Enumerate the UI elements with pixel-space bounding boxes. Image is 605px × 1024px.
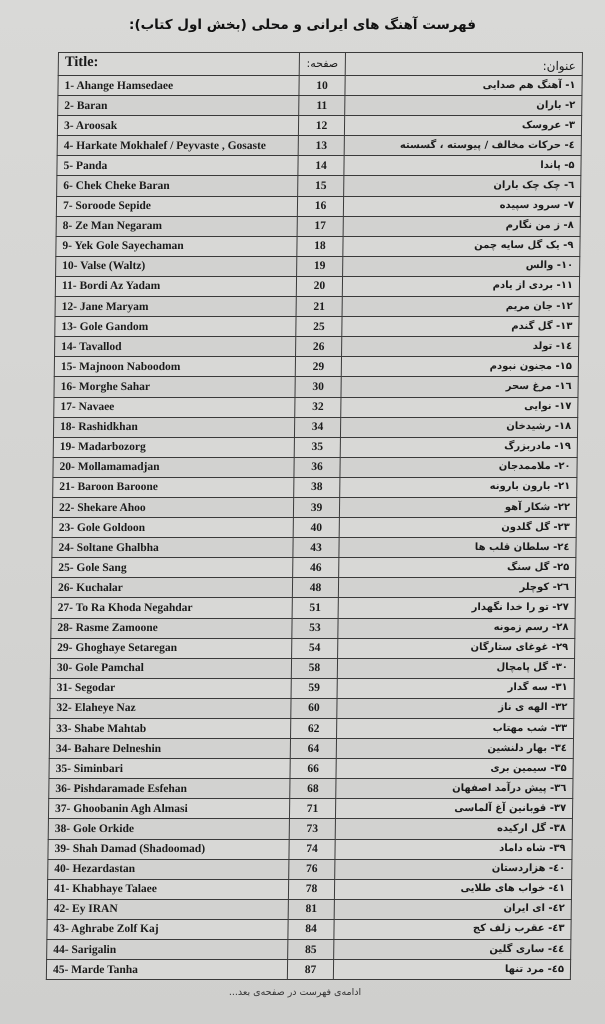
song-title-cell: 4- Harkate Mokhalef / Peyvaste , Gosaste: [57, 136, 298, 156]
table-row: [48, 819, 572, 839]
persian-title-cell: ٤- حرکات مخالف / پیوسته ، گسسته: [344, 136, 581, 156]
persian-title-cell: ۳۳- شب مهتاب: [337, 719, 574, 739]
header-persian-title: عنوان:: [345, 53, 582, 76]
song-title-cell: 26- Kuchalar: [51, 578, 292, 598]
song-title-cell: 10- Valse (Waltz): [56, 256, 297, 276]
song-title-cell: 45- Marde Tanha: [46, 960, 287, 980]
table-row: [49, 759, 573, 779]
song-title-cell: 5- Panda: [57, 156, 298, 176]
page-number-cell: 73: [289, 819, 335, 839]
persian-title-cell: ٤۵- مرد تنها: [333, 960, 570, 980]
song-title-cell: 39- Shah Damad (Shadoomad): [48, 839, 289, 859]
page-number-cell: 43: [293, 538, 339, 558]
persian-title-cell: ۳۸- گل ارکیده: [335, 819, 572, 839]
song-title-cell: 37- Ghoobanin Agh Almasi: [48, 799, 289, 819]
persian-title-cell: ۳٤- بهار دلنشین: [336, 739, 573, 759]
song-title-cell: 16- Morghe Sahar: [54, 377, 295, 397]
page-number-cell: 46: [293, 558, 339, 578]
table-row: [51, 578, 575, 598]
song-title-cell: 6- Chek Cheke Baran: [57, 176, 298, 196]
persian-title-cell: ۷- سرود سپیده: [343, 196, 580, 216]
page-number-cell: 66: [290, 759, 336, 779]
page-number-cell: 59: [291, 678, 337, 698]
page-number-cell: 15: [298, 176, 344, 196]
page-number-cell: 53: [292, 618, 338, 638]
table-row: [50, 719, 574, 739]
song-title-cell: 35- Siminbari: [49, 759, 290, 779]
page-number-cell: 38: [294, 477, 340, 497]
song-title-cell: 19- Madarbozorg: [53, 437, 294, 457]
song-title-cell: 20- Mollamamadjan: [53, 457, 294, 477]
table-row: [54, 377, 578, 397]
table-row: [46, 960, 570, 980]
song-title-cell: 33- Shabe Mahtab: [50, 719, 291, 739]
persian-title-cell: ۳۷- قوبانین آغ آلماسی: [335, 799, 572, 819]
table-row: [48, 799, 572, 819]
song-title-cell: 31- Segodar: [50, 678, 291, 698]
persian-title-cell: ۱۲- جان مریم: [342, 297, 579, 317]
page-number-cell: 30: [295, 377, 341, 397]
table-row: [57, 176, 581, 196]
page-number-cell: 10: [299, 76, 345, 96]
persian-title-cell: ۱٦- مرغ سحر: [341, 377, 578, 397]
song-title-cell: 27- To Ra Khoda Negahdar: [51, 598, 292, 618]
table-of-contents: [46, 52, 582, 980]
persian-title-cell: ۳- عروسک: [344, 116, 581, 136]
page-number-cell: 17: [297, 216, 343, 236]
song-title-cell: 7- Soroode Sepide: [56, 196, 297, 216]
table-row: [52, 538, 576, 558]
persian-title-cell: ۳۲- الهه ی ناز: [337, 698, 574, 718]
song-title-cell: 9- Yek Gole Sayechaman: [56, 236, 297, 256]
page-number-cell: 18: [297, 236, 343, 256]
continued-note: ادامه‌ی فهرست در صفحه‌ی بعد...: [228, 987, 362, 998]
persian-title-cell: ۵- پاندا: [344, 156, 581, 176]
persian-title-cell: ۲۳- گل گلدون: [339, 518, 576, 538]
table-row: [53, 417, 577, 437]
page-number-cell: 16: [297, 196, 343, 216]
page-number-cell: 36: [294, 457, 340, 477]
table-row: [52, 497, 576, 517]
persian-title-cell: ۳۵- سیمین بری: [336, 759, 573, 779]
table-row: [50, 698, 574, 718]
page-number-cell: 51: [292, 598, 338, 618]
page-number-cell: 84: [288, 919, 334, 939]
page-number-cell: 12: [298, 116, 344, 136]
table-row: [47, 919, 571, 939]
page-number-cell: 26: [296, 337, 342, 357]
page-number-cell: 48: [292, 578, 338, 598]
table-row: [57, 156, 581, 176]
page-number-cell: 25: [296, 317, 342, 337]
song-title-cell: 12- Jane Maryam: [55, 297, 296, 317]
persian-title-cell: ۳۱- سه گدار: [337, 678, 574, 698]
page-number-cell: 21: [296, 297, 342, 317]
table-row: [51, 598, 575, 618]
song-title-cell: 41- Khabhaye Talaee: [47, 879, 288, 899]
table-row: [55, 317, 579, 337]
page-number-cell: 11: [299, 96, 345, 116]
table-row: [54, 397, 578, 417]
page-number-cell: 76: [289, 859, 335, 879]
song-title-cell: 25- Gole Sang: [52, 558, 293, 578]
page-number-cell: 19: [297, 256, 343, 276]
page-number-cell: 40: [293, 518, 339, 538]
song-title-cell: 17- Navaee: [54, 397, 295, 417]
persian-title-cell: ۱٤- تولد: [342, 337, 579, 357]
table-row: [56, 236, 580, 256]
table-row: [53, 437, 577, 457]
table-row: [48, 839, 572, 859]
persian-title-cell: ۲۷- تو را خدا نگهدار: [338, 598, 575, 618]
song-title-cell: 24- Soltane Ghalbha: [52, 538, 293, 558]
table-row: [55, 337, 579, 357]
table-row: [58, 76, 582, 96]
song-title-cell: 36- Pishdaramade Esfehan: [49, 779, 290, 799]
persian-title-cell: ۱۸- رشیدخان: [340, 417, 577, 437]
persian-title-cell: ۲۸- رسم زمونه: [338, 618, 575, 638]
table-row: [52, 558, 576, 578]
table-row: [50, 658, 574, 678]
page-number-cell: 60: [291, 698, 337, 718]
table-row: [51, 638, 575, 658]
table-row: [47, 879, 571, 899]
page-number-cell: 64: [290, 739, 336, 759]
page-number-cell: 68: [290, 779, 336, 799]
persian-title-cell: ۳٦- پیش درآمد اصفهان: [336, 779, 573, 799]
persian-title-cell: ٤۱- خواب های طلایی: [334, 879, 571, 899]
song-title-cell: 30- Gole Pamchal: [50, 658, 291, 678]
song-title-cell: 1- Ahange Hamsedaee: [58, 76, 299, 96]
table-row: [53, 477, 577, 497]
page-number-cell: 74: [289, 839, 335, 859]
table-row: [57, 116, 581, 136]
header-title: Title:: [58, 53, 299, 76]
page-number-cell: 29: [295, 357, 341, 377]
song-title-cell: 18- Rashidkhan: [53, 417, 294, 437]
table-row: [58, 96, 582, 116]
table-row: [56, 216, 580, 236]
song-title-cell: 14- Tavallod: [55, 337, 296, 357]
table-row: [49, 779, 573, 799]
persian-title-cell: ۲۵- گل سنگ: [339, 558, 576, 578]
table-row: [47, 940, 571, 960]
persian-title-cell: ۲٦- کوچلر: [338, 578, 575, 598]
page-number-cell: 20: [296, 276, 342, 296]
persian-title-cell: ٤۰- هزاردستان: [335, 859, 572, 879]
persian-title-cell: ۱۰- والس: [343, 256, 580, 276]
page-number-cell: 87: [287, 960, 333, 980]
page-number-cell: 54: [292, 638, 338, 658]
persian-title-cell: ۲۱- بارون بارونه: [340, 477, 577, 497]
table-row: [47, 899, 571, 919]
persian-title-cell: ۱۹- مادربزرگ: [340, 437, 577, 457]
persian-title-cell: ۳۹- شاه داماد: [335, 839, 572, 859]
song-title-cell: 28- Rasme Zamoone: [51, 618, 292, 638]
table-row: [57, 136, 581, 156]
persian-title-cell: ۱۷- نوایی: [341, 397, 578, 417]
table-row: [56, 256, 580, 276]
page-number-cell: 62: [291, 719, 337, 739]
song-title-cell: 21- Baroon Baroone: [53, 477, 294, 497]
page-number-cell: 85: [288, 940, 334, 960]
persian-title-cell: ٤۲- ای ایران: [334, 899, 571, 919]
page-number-cell: 35: [294, 437, 340, 457]
table-row: [49, 739, 573, 759]
persian-title-cell: ۱۱- بردی از یادم: [342, 276, 579, 296]
page-number-cell: 71: [289, 799, 335, 819]
table-header-row: [58, 53, 582, 76]
page-number-cell: 78: [288, 879, 334, 899]
song-title-cell: 29- Ghoghaye Setaregan: [51, 638, 292, 658]
persian-title-cell: ۲۲- شکار آهو: [339, 497, 576, 517]
header-page: صفحه:: [299, 53, 345, 76]
song-title-cell: 2- Baran: [58, 96, 299, 116]
song-title-cell: 32- Elaheye Naz: [50, 698, 291, 718]
page-number-cell: 58: [291, 658, 337, 678]
persian-title-cell: ٤۳- عقرب زلف کج: [334, 919, 571, 939]
table-row: [55, 276, 579, 296]
song-title-cell: 34- Bahare Delneshin: [49, 739, 290, 759]
page-number-cell: 39: [293, 497, 339, 517]
page-number-cell: 81: [288, 899, 334, 919]
table-body: [46, 76, 582, 980]
song-title-cell: 8- Ze Man Negaram: [56, 216, 297, 236]
persian-title-cell: ۱۵- مجنون نبودم: [341, 357, 578, 377]
table-row: [53, 457, 577, 477]
song-title-cell: 22- Shekare Ahoo: [52, 497, 293, 517]
song-index-table: [46, 52, 583, 980]
song-title-cell: 3- Aroosak: [57, 116, 298, 136]
table-row: [51, 618, 575, 638]
persian-title-cell: ۲٤- سلطان قلب ها: [339, 538, 576, 558]
persian-title-cell: ۸- ز من نگارم: [343, 216, 580, 236]
page-number-cell: 13: [298, 136, 344, 156]
table-row: [55, 297, 579, 317]
persian-title-cell: ۱- آهنگ هم صدایی: [345, 76, 582, 96]
song-title-cell: 23- Gole Goldoon: [52, 518, 293, 538]
song-title-cell: 43- Aghrabe Zolf Kaj: [47, 919, 288, 939]
song-title-cell: 40- Hezardastan: [48, 859, 289, 879]
persian-title-cell: ۲۰- ملاممدجان: [340, 457, 577, 477]
page-title: فهرست آهنگ های ایرانی و محلی (بخش اول کتاب):: [129, 17, 476, 33]
persian-title-cell: ۱۳- گل گندم: [342, 317, 579, 337]
page-number-cell: 34: [294, 417, 340, 437]
persian-title-cell: ۹- یک گل سایه چمن: [343, 236, 580, 256]
song-title-cell: 44- Sarigalin: [47, 940, 288, 960]
persian-title-cell: ٦- چک چک باران: [344, 176, 581, 196]
table-row: [54, 357, 578, 377]
page-number-cell: 32: [295, 397, 341, 417]
table-row: [48, 859, 572, 879]
song-title-cell: 15- Majnoon Naboodom: [54, 357, 295, 377]
page-number-cell: 14: [298, 156, 344, 176]
persian-title-cell: ۳۰- گل پامچال: [337, 658, 574, 678]
persian-title-cell: ۲۹- غوغای ستارگان: [338, 638, 575, 658]
persian-title-cell: ۲- باران: [345, 96, 582, 116]
song-title-cell: 13- Gole Gandom: [55, 317, 296, 337]
song-title-cell: 42- Ey IRAN: [47, 899, 288, 919]
table-row: [52, 518, 576, 538]
persian-title-cell: ٤٤- ساری گلین: [334, 940, 571, 960]
song-title-cell: 38- Gole Orkide: [48, 819, 289, 839]
table-row: [50, 678, 574, 698]
table-row: [56, 196, 580, 216]
song-title-cell: 11- Bordi Az Yadam: [55, 276, 296, 296]
